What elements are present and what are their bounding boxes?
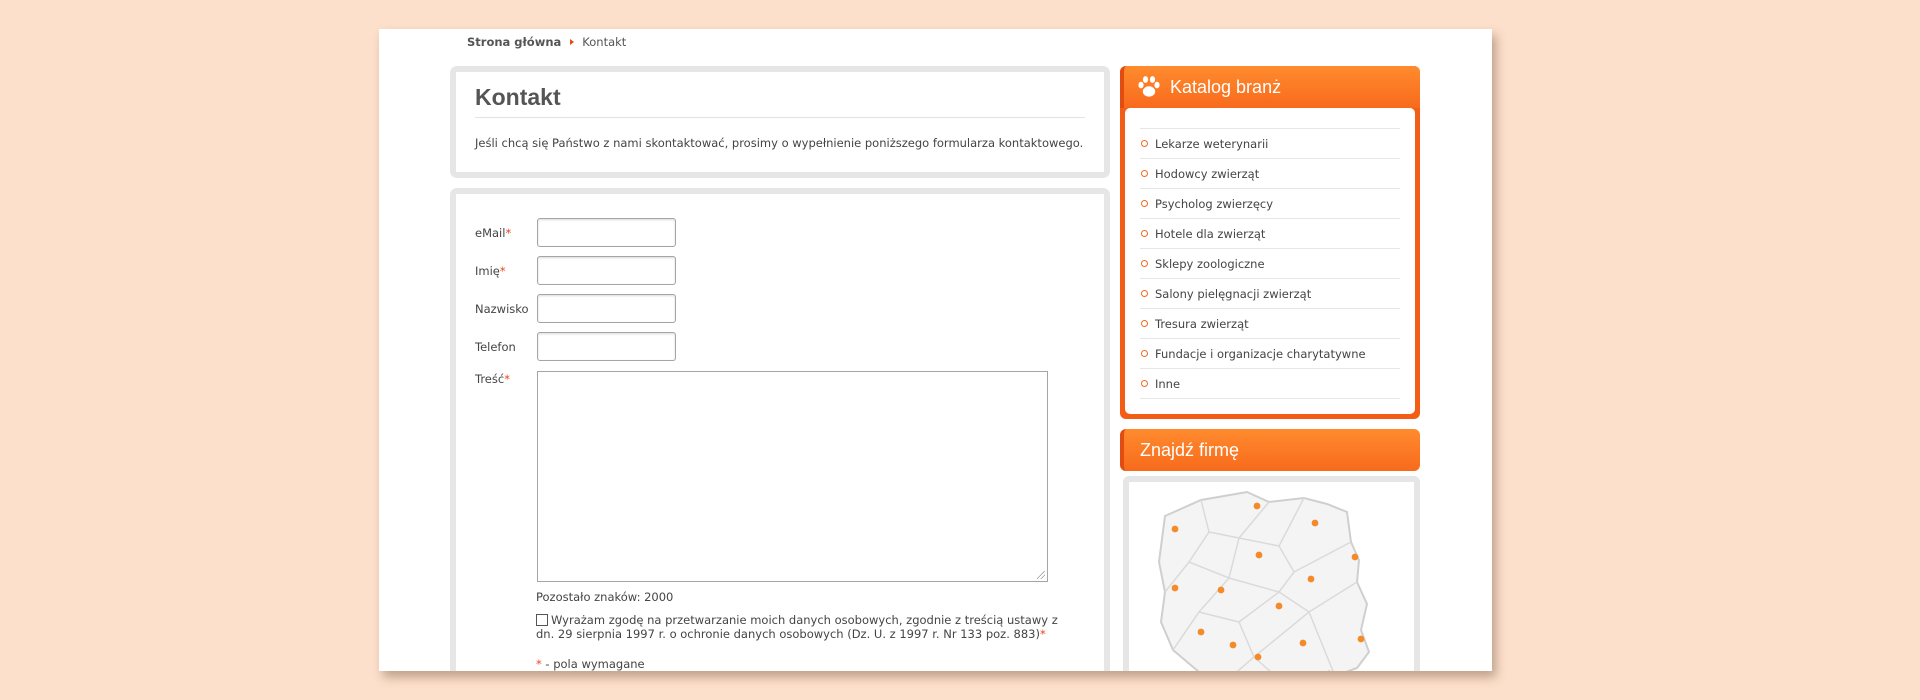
catalog-item[interactable] bbox=[1140, 339, 1400, 369]
map-marker[interactable] bbox=[1198, 629, 1205, 636]
name-label-text: Imię bbox=[475, 264, 500, 278]
map-marker[interactable] bbox=[1276, 603, 1283, 610]
catalog-item[interactable] bbox=[1140, 309, 1400, 339]
catalog-item-label: Inne bbox=[1155, 377, 1181, 391]
consent-checkbox[interactable] bbox=[536, 614, 548, 626]
map-marker[interactable] bbox=[1312, 520, 1319, 527]
map-marker[interactable] bbox=[1300, 640, 1307, 647]
map-marker[interactable] bbox=[1358, 636, 1365, 643]
catalog-item[interactable] bbox=[1140, 129, 1400, 159]
map-marker[interactable] bbox=[1256, 552, 1263, 559]
catalog-item[interactable] bbox=[1140, 159, 1400, 189]
bullet-icon bbox=[1141, 170, 1148, 177]
page-title: Kontakt bbox=[475, 84, 561, 110]
catalog-item[interactable] bbox=[1140, 369, 1400, 399]
catalog-item-label: Hotele dla zwierząt bbox=[1155, 227, 1266, 241]
bullet-icon bbox=[1141, 200, 1148, 207]
consent-text: Wyrażam zgodę na przetwarzanie moich danych osobowych, zgodnie z treścią ustawy z dn. 29 sierpnia 1997 r. o ochronie danych osobowych (Dz. U. z 1997 r. Nr 133 poz. 883) bbox=[536, 613, 1058, 641]
catalog-list bbox=[1140, 128, 1400, 399]
breadcrumb-arrow-icon bbox=[570, 39, 574, 45]
map-marker[interactable] bbox=[1254, 503, 1261, 510]
breadcrumb-home-link[interactable]: Strona główna bbox=[467, 35, 562, 49]
resize-handle-icon[interactable] bbox=[1037, 571, 1045, 579]
page-container bbox=[379, 29, 1492, 671]
required-mark: * bbox=[505, 226, 512, 240]
bullet-icon bbox=[1141, 380, 1148, 387]
email-label-text: eMail bbox=[475, 226, 506, 240]
catalog-item-label: Fundacje i organizacje charytatywne bbox=[1155, 347, 1366, 361]
contact-form bbox=[450, 188, 1110, 671]
required-mark: * bbox=[536, 657, 542, 671]
char-counter: Pozostało znaków: 2000 bbox=[536, 590, 674, 604]
catalog-item[interactable] bbox=[1140, 249, 1400, 279]
phone-label: Telefon bbox=[475, 340, 516, 354]
email-label bbox=[475, 226, 511, 240]
catalog-item-label: Tresura zwierząt bbox=[1155, 317, 1249, 331]
required-footnote bbox=[536, 657, 645, 671]
required-footnote-text: - pola wymagane bbox=[541, 657, 645, 671]
bullet-icon bbox=[1141, 290, 1148, 297]
page-header-box bbox=[450, 66, 1110, 178]
bullet-icon bbox=[1141, 320, 1148, 327]
map-marker[interactable] bbox=[1230, 642, 1237, 649]
message-label bbox=[475, 372, 510, 386]
catalog-item-label: Sklepy zoologiczne bbox=[1155, 257, 1265, 271]
poland-map[interactable] bbox=[1129, 482, 1409, 671]
required-mark: * bbox=[499, 264, 506, 278]
map-marker[interactable] bbox=[1308, 576, 1315, 583]
bullet-icon bbox=[1141, 350, 1148, 357]
bullet-icon bbox=[1141, 260, 1148, 267]
catalog-item-label: Psycholog zwierzęcy bbox=[1155, 197, 1274, 211]
title-divider bbox=[475, 117, 1085, 118]
message-label-text: Treść bbox=[475, 372, 505, 386]
surname-label: Nazwisko bbox=[475, 302, 529, 316]
breadcrumb-current: Kontakt bbox=[582, 35, 627, 49]
catalog-item-label: Lekarze weterynarii bbox=[1155, 137, 1269, 151]
required-mark: * bbox=[504, 372, 510, 386]
finder-panel bbox=[1120, 429, 1420, 671]
catalog-panel bbox=[1120, 66, 1420, 419]
catalog-panel-header bbox=[1120, 66, 1420, 108]
intro-text: Jeśli chcą się Państwo z nami skontaktować, prosimy o wypełnienie poniższego formularza kontaktowego. bbox=[475, 136, 1084, 150]
consent-block bbox=[536, 613, 1076, 641]
catalog-body bbox=[1125, 108, 1415, 414]
map-marker[interactable] bbox=[1255, 654, 1262, 661]
message-textarea[interactable] bbox=[537, 371, 1048, 582]
name-input[interactable] bbox=[537, 256, 676, 285]
name-label bbox=[475, 264, 506, 278]
catalog-title: Katalog branż bbox=[1170, 77, 1282, 97]
catalog-item[interactable] bbox=[1140, 279, 1400, 309]
paw-icon bbox=[1136, 74, 1162, 100]
finder-panel-header bbox=[1120, 429, 1420, 471]
map-marker[interactable] bbox=[1172, 585, 1179, 592]
catalog-item[interactable] bbox=[1140, 219, 1400, 249]
catalog-item[interactable] bbox=[1140, 189, 1400, 219]
map-marker[interactable] bbox=[1172, 526, 1179, 533]
map-box bbox=[1123, 476, 1420, 671]
finder-title: Znajdź firmę bbox=[1140, 440, 1240, 460]
email-input[interactable] bbox=[537, 218, 676, 247]
breadcrumb bbox=[467, 35, 626, 49]
bullet-icon bbox=[1141, 140, 1148, 147]
phone-input[interactable] bbox=[537, 332, 676, 361]
map-marker[interactable] bbox=[1352, 554, 1359, 561]
catalog-item-label: Salony pielęgnacji zwierząt bbox=[1155, 287, 1312, 301]
bullet-icon bbox=[1141, 230, 1148, 237]
map-marker[interactable] bbox=[1218, 587, 1225, 594]
catalog-item-label: Hodowcy zwierząt bbox=[1155, 167, 1260, 181]
surname-input[interactable] bbox=[537, 294, 676, 323]
required-mark: * bbox=[1039, 627, 1046, 641]
